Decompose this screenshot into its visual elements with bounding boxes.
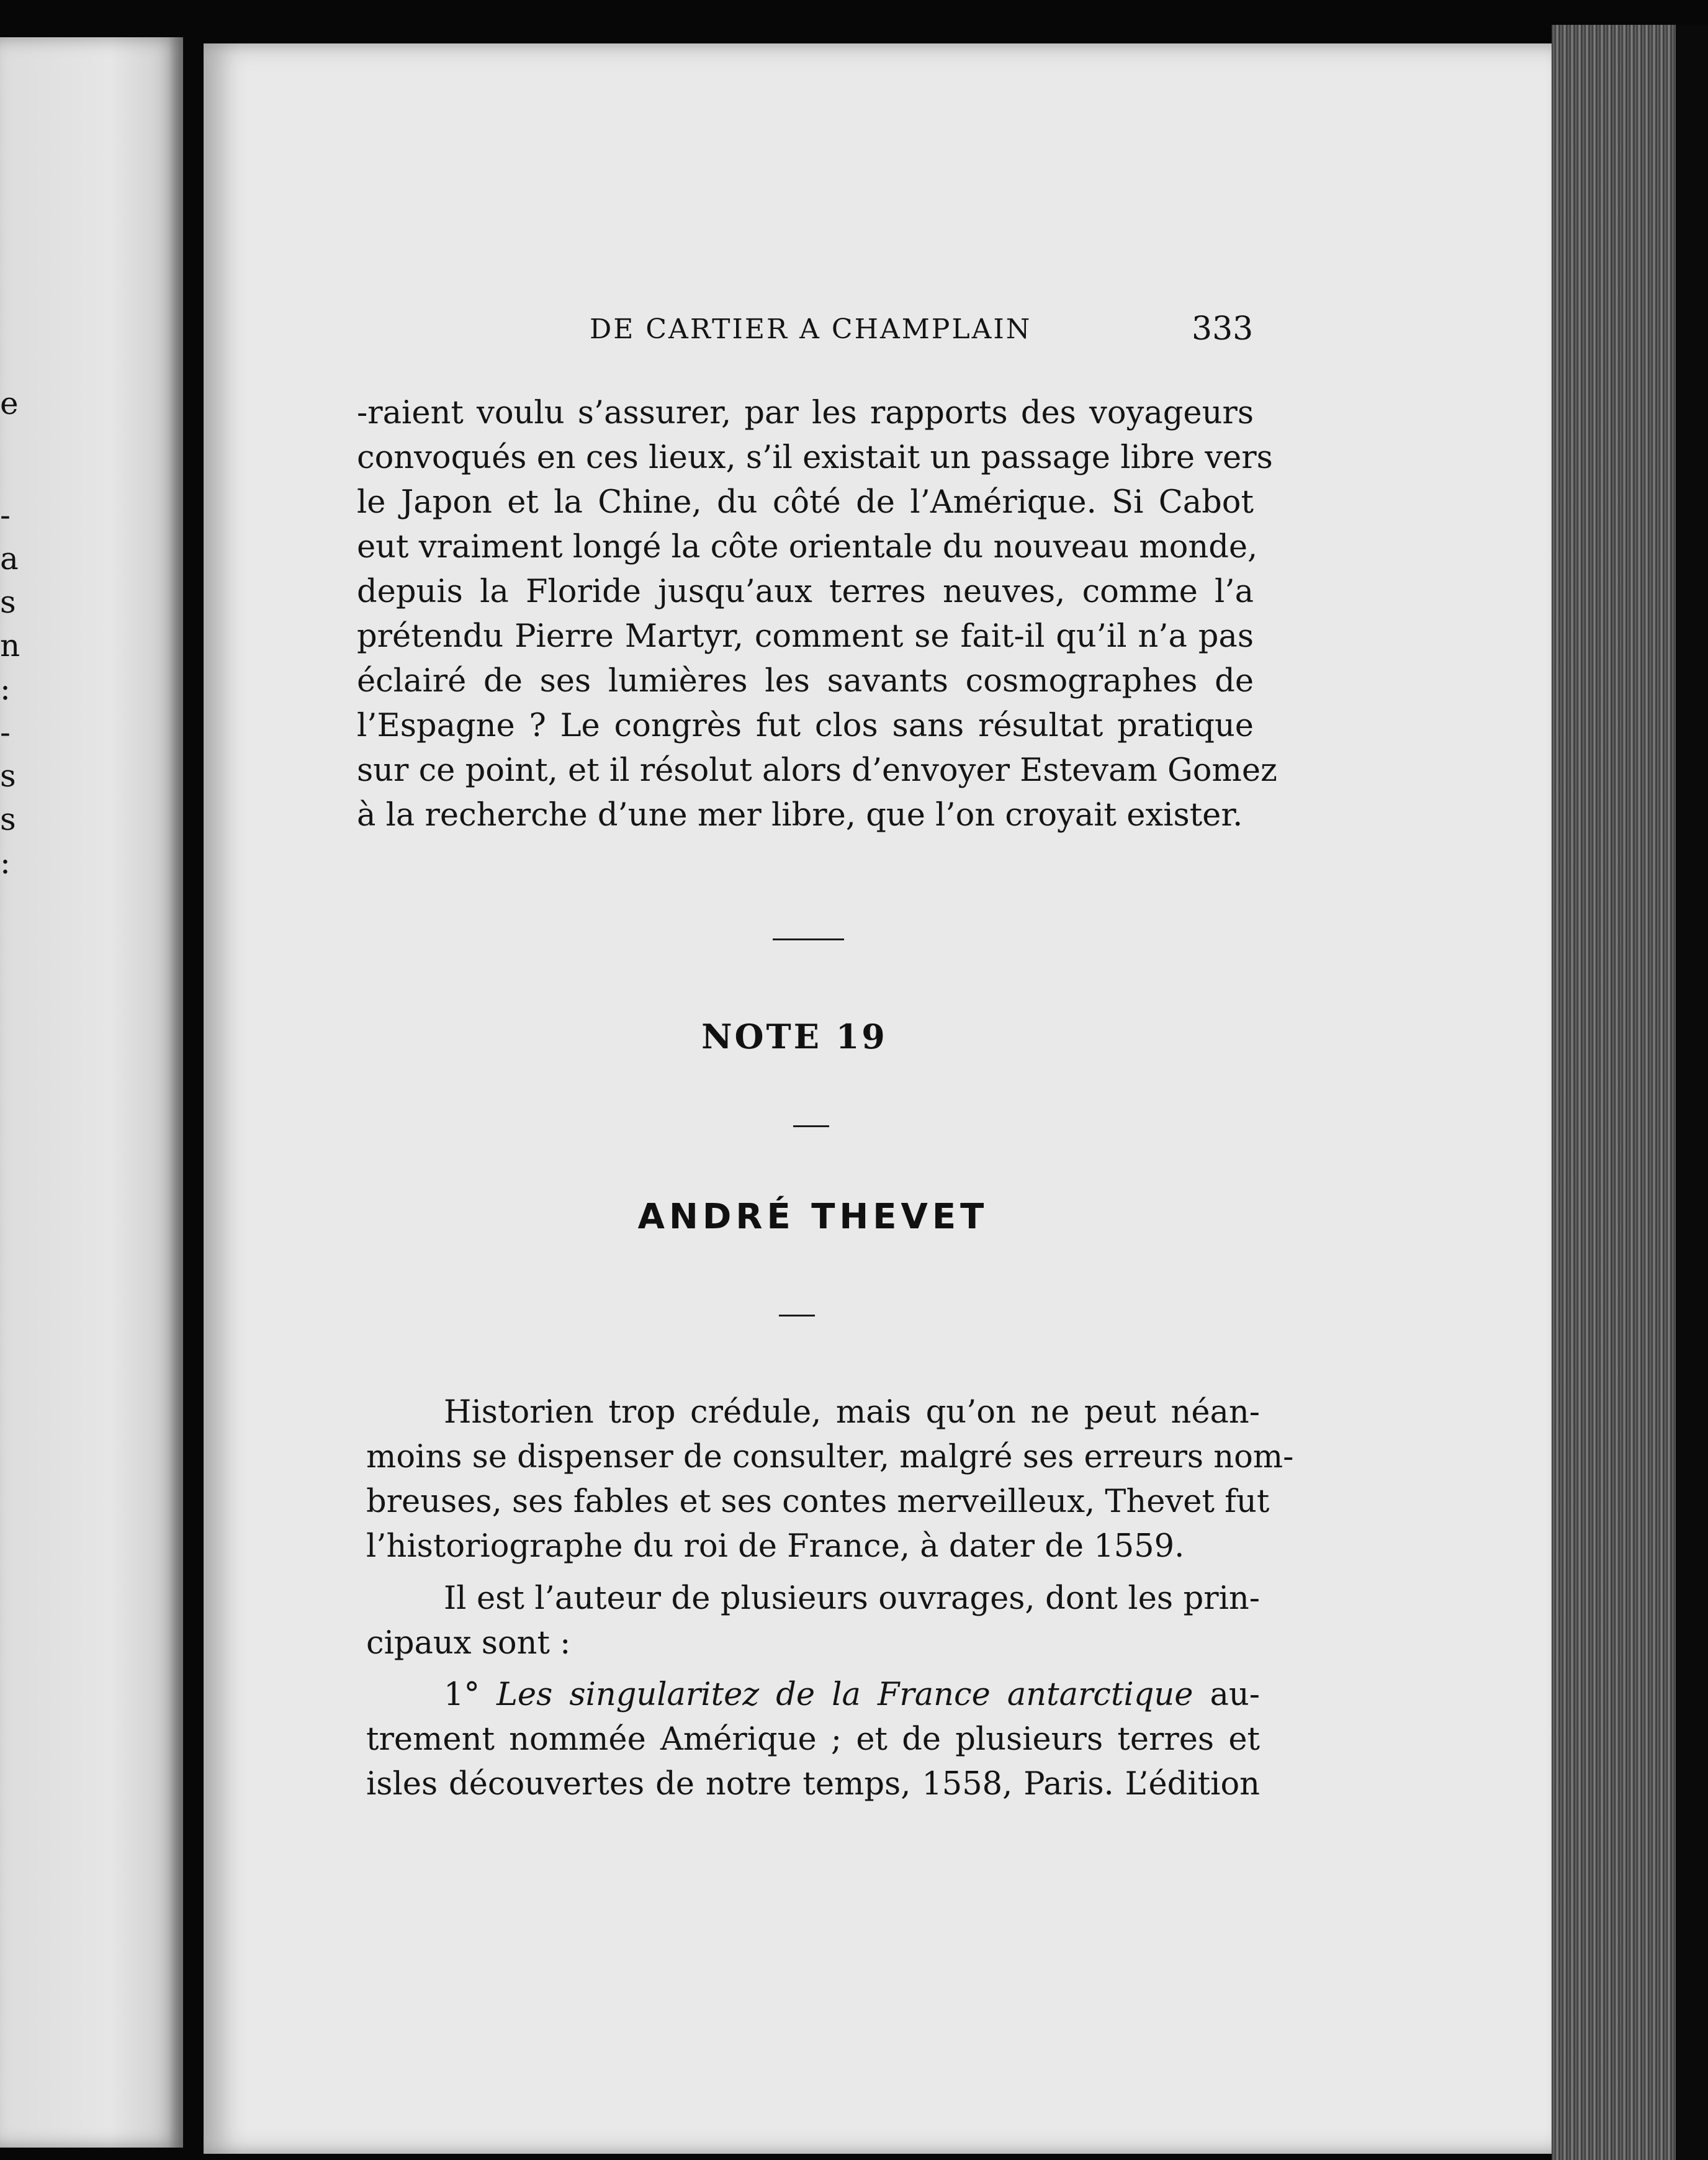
text-line: convoqués en ces lieux, s’il existait un passage libre vers xyxy=(357,439,1273,476)
left-page-fragment: : xyxy=(0,671,11,707)
running-head: DE CARTIER A CHAMPLAIN xyxy=(590,313,1032,345)
text-line: moins se dispenser de consulter, malgré ses erreurs nom- xyxy=(366,1439,1294,1475)
text-line: Historien trop crédule, mais qu’on ne peut néan- xyxy=(444,1394,1260,1431)
section-divider-rule xyxy=(793,1125,829,1127)
section-divider-rule xyxy=(773,938,844,940)
left-page-fragment: e xyxy=(0,385,19,421)
left-page-fragment: s xyxy=(0,584,16,620)
left-page-fragment: s xyxy=(0,801,16,837)
book-title: Les singularitez de la France antarctique xyxy=(497,1676,1193,1713)
text-line: prétendu Pierre Martyr, comment se fait-il qu’il n’a pas xyxy=(357,618,1254,655)
text-line: depuis la Floride jusqu’aux terres neuves, comme l’a xyxy=(357,574,1254,610)
text-line: trement nommée Amérique ; et de plusieurs terres et xyxy=(366,1721,1260,1758)
text-line: breuses, ses fables et ses contes merveilleux, Thevet fut xyxy=(366,1483,1270,1520)
text-line: Il est l’auteur de plusieurs ouvrages, dont les prin- xyxy=(444,1580,1260,1617)
text-line: éclairé de ses lumières les savants cosmographes de xyxy=(357,663,1254,700)
left-page-edge xyxy=(0,37,183,2148)
left-page-fragment: n xyxy=(0,628,20,664)
section-divider-rule xyxy=(779,1315,815,1316)
text-line: eut vraiment longé la côte orientale du nouveau monde, xyxy=(357,529,1258,565)
left-page-fragment: - xyxy=(0,497,11,533)
text-line: le Japon et la Chine, du côté de l’Amérique. Si Cabot xyxy=(357,484,1254,521)
text-line: -raient voulu s’assurer, par les rapports des voyageurs xyxy=(357,395,1254,431)
note-heading: NOTE 19 xyxy=(701,1017,888,1056)
text-line xyxy=(366,1673,1260,1717)
left-page-fragment: - xyxy=(0,714,11,750)
text-line: sur ce point, et il résolut alors d’envoyer Estevam Gomez xyxy=(357,752,1277,789)
text-line: isles découvertes de notre temps, 1558, Paris. L’édition xyxy=(366,1766,1260,1802)
text-line: à la recherche d’une mer libre, que l’on croyait exister. xyxy=(357,797,1243,834)
section-title: ANDRÉ THEVET xyxy=(637,1197,989,1237)
left-page-fragment: : xyxy=(0,845,11,881)
text-fragment: au- xyxy=(1210,1676,1261,1713)
text-line: cipaux sont : xyxy=(366,1625,571,1662)
page-edge-shadow xyxy=(1676,25,1708,2160)
left-page-fragment: a xyxy=(0,541,19,577)
text-line: l’historiographe du roi de France, à dater de 1559. xyxy=(366,1528,1185,1565)
left-page-fragment: s xyxy=(0,758,16,794)
text-line: l’Espagne ? Le congrès fut clos sans résultat pratique xyxy=(357,708,1254,744)
page-number: 333 xyxy=(1192,310,1254,348)
list-number: 1° xyxy=(444,1676,480,1713)
book-page xyxy=(204,43,1563,2154)
